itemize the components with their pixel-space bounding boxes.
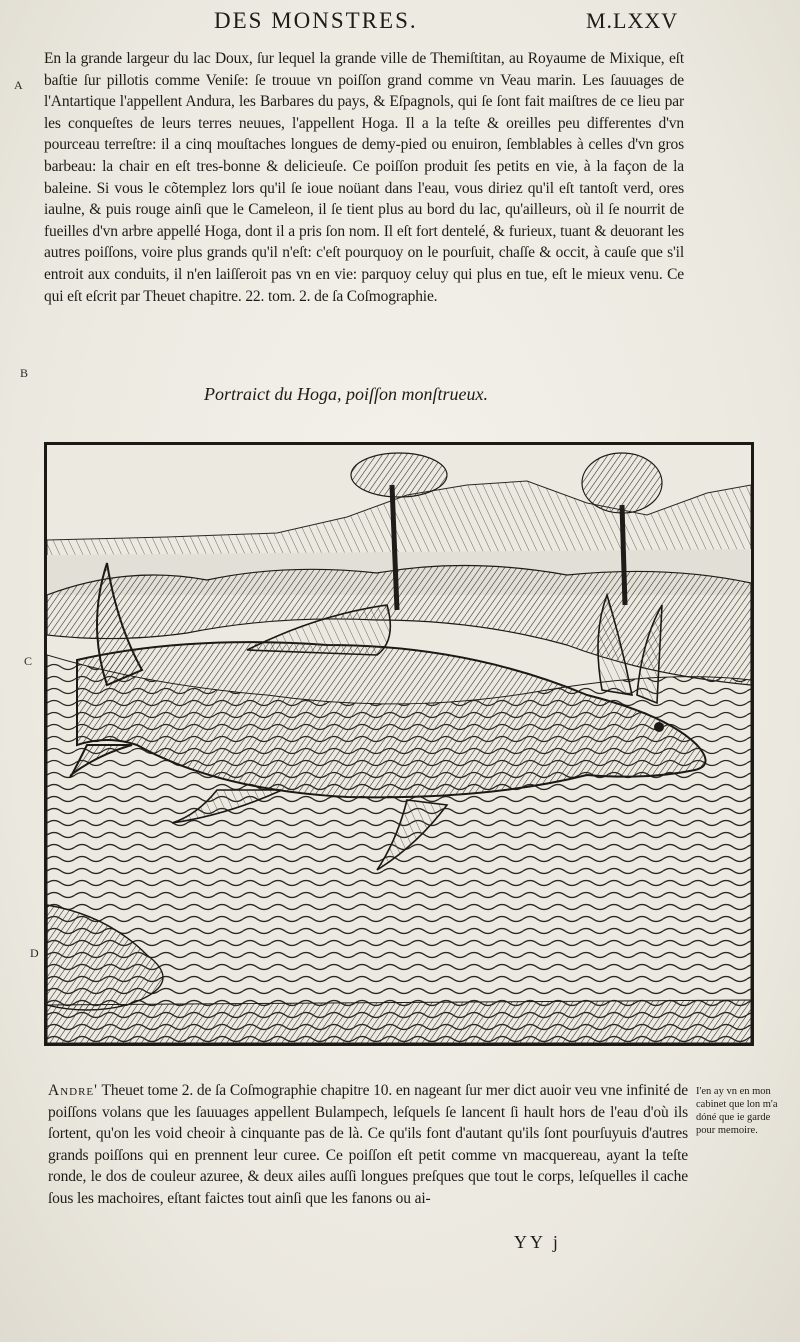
figure-caption: Portraict du Hoga, poiſſon monſtrueux. xyxy=(204,384,488,404)
second-paragraph-text: Theuet tome 2. de ſa Coſmographie chapitre 10. en nageant ſur mer dict auoir veu vne infinité de poiſſons volans que les ſauuages appellent Bulampech, leſquels ſe lancent ſi hault hors de l'eau d'où ils ſortent, qu'on les void cheoir à cinquante pas de là. Ce qu'ils font d'autant qu'ils ſont pourſuyuis d'autres grands poiſſons qui en prennent leur curee. Ce poiſſon eſt petit comme vn macquereau, ayant la teſte ronde, le dos de couleur azuree, & deux ailes auſſi longues preſques que tout le corps, leſquelles il cache ſous les machoires, eſtant faictes tout ainſi que les fanons ou ai- xyxy=(48,1082,688,1207)
margin-letter-b: B xyxy=(20,366,29,380)
second-paragraph xyxy=(48,1080,688,1210)
second-paragraph-body xyxy=(48,1080,688,1210)
main-paragraph-text: En la grande largeur du lac Doux, ſur lequel la grande ville de Themiſtitan, au Royaume de Mixique, eſt baſtie ſur pillotis comme Veniſe: ſe trouue vn poiſſon grand comme vn Veau marin. Les ſauuages de l'Antartique l'appellent Andura, les Barbares du pays, & Eſpagnols, qui ſe ſont fait maiſtres de ce lieu par les conqueſtes de leurs terres neuues, l'appellent Hoga. Il a la teſte & oreilles peu differentes d'vn pourceau terreſtre: il a cinq mouſtaches longues de demy-pied ou enuiron, ſemblables à celles d'vn gros barbeau: la chair en eſt tres-bonne & delicieuſe. Ce poiſſon produit ſes petits en vie, à la façon de la baleine. Si vous le cõtemplez lors qu'il ſe ioue noüant dans l'eau, vous diriez qu'il eſt tantoſt verd, ores iaulne, & puis rouge ainſi que le Cameleon, il ſe tient plus au bord du lac, qu'ailleurs, où il ſe nourrit de fueilles d'vn arbre appellé Hoga, dont il a pris ſon nom. Il eſt fort dentelé, & furieux, tuant & deuorant les autres poiſſons, voire plus grands qu'il n'eſt: c'eſt pourquoy on le pourſuit, chaſſe & occit, à cauſe que s'il entroit aux conduits, il n'en laiſſeroit pas vn en vie: parquoy celuy qui plus en tue, eſt le mieux venu. Ce qui eſt eſcrit par Theuet chapitre. 22. tom. 2. de ſa Coſmographie. xyxy=(44,50,684,305)
marginal-note: I'en ay vn en mon cabinet que lon m'a dóné que ie garde pour memoire. xyxy=(696,1086,778,1136)
margin-letter-d: D xyxy=(30,946,39,960)
margin-letter-a: A xyxy=(14,78,23,92)
running-title: DES MONSTRES. xyxy=(214,8,418,33)
folio-number: M.LXXV xyxy=(586,8,679,33)
hoga-woodcut-illustration xyxy=(44,442,754,1046)
margin-letter-c: C xyxy=(24,654,33,668)
second-paragraph-lead: Andre' xyxy=(48,1082,98,1099)
main-paragraph xyxy=(44,48,684,307)
signature-mark: YY j xyxy=(514,1232,561,1252)
